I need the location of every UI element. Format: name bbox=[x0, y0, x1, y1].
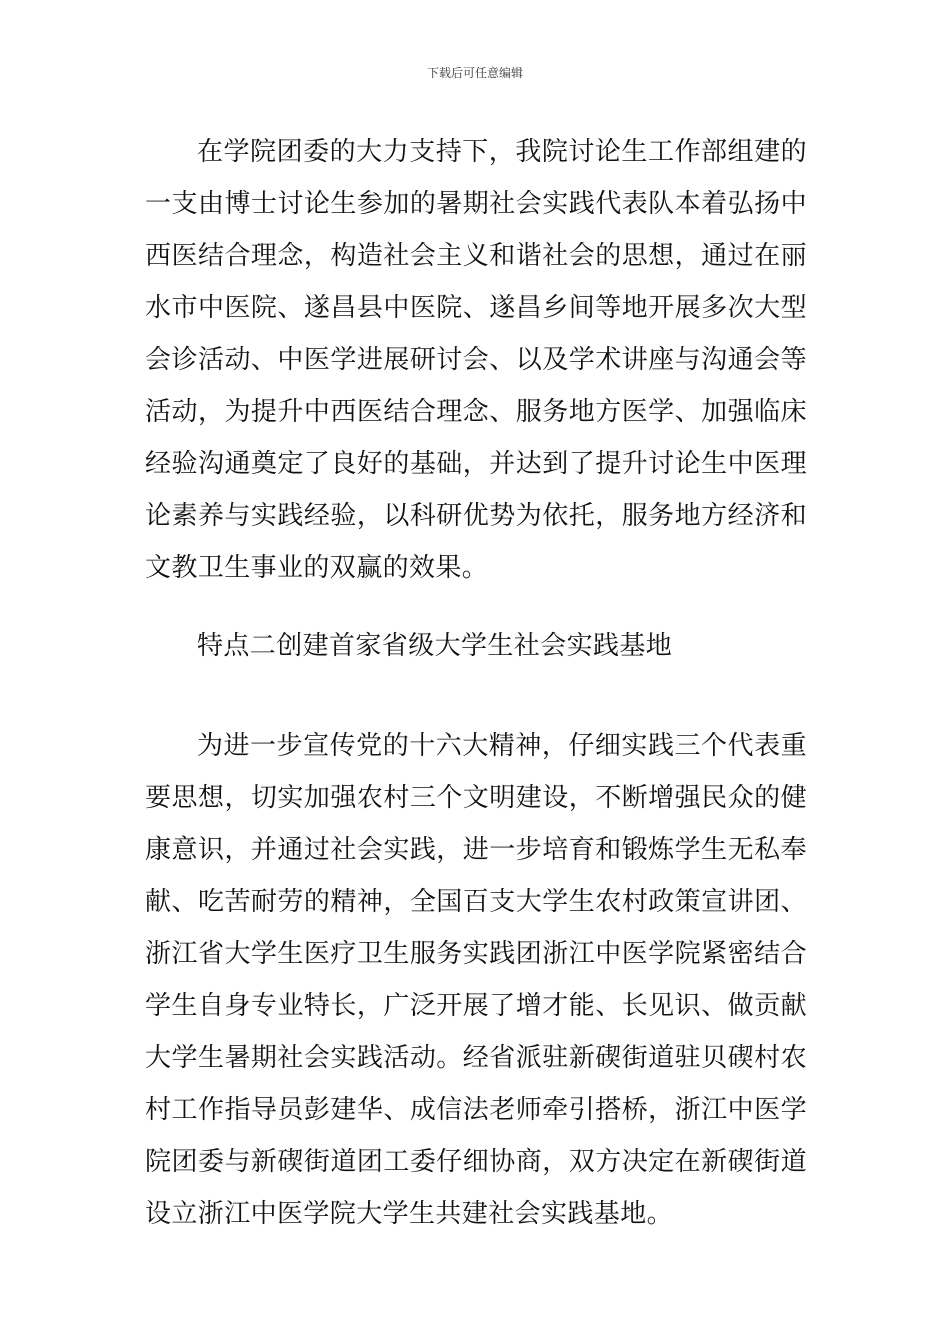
heading-text: 特点二创建首家省级大学生社会实践基地 bbox=[197, 631, 673, 661]
body-paragraph-2 bbox=[145, 720, 807, 1240]
header-note: 下载后可任意编辑 bbox=[426, 66, 523, 80]
body-paragraph-1 bbox=[145, 126, 807, 594]
section-heading bbox=[145, 620, 807, 672]
paragraph-text: 为进一步宣传党的十六大精神，仔细实践三个代表重要思想，切实加强农村三个文明建设，不断增强民众的健康意识，并通过社会实践，进一步培育和锻炼学生无私奉献、吃苦耐劳的精神，全国百支大学生农村政策宣讲团、浙江省大学生医疗卫生服务实践团浙江中医学院紧密结合学生自身专业特长，广泛开展了增才能、长见识、做贡献大学生暑期社会实践活动。经省派驻新碶街道驻贝碶村农村工作指导员彭建华、成信法老师牵引搭桥，浙江中医学院团委与新碶街道团工委仔细协商，双方决定在新碶街道设立浙江中医学院大学生共建社会实践基地。 bbox=[145, 731, 807, 1229]
paragraph-text: 在学院团委的大力支持下，我院讨论生工作部组建的一支由博士讨论生参加的暑期社会实践代表队本着弘扬中西医结合理念，构造社会主义和谐社会的思想，通过在丽水市中医院、遂昌县中医院、遂昌乡间等地开展多次大型会诊活动、中医学进展研讨会、以及学术讲座与沟通会等活动，为提升中西医结合理念、服务地方医学、加强临床经验沟通奠定了良好的基础，并达到了提升讨论生中医理论素养与实践经验，以科研优势为依托，服务地方经济和文教卫生事业的双赢的效果。 bbox=[145, 137, 807, 583]
